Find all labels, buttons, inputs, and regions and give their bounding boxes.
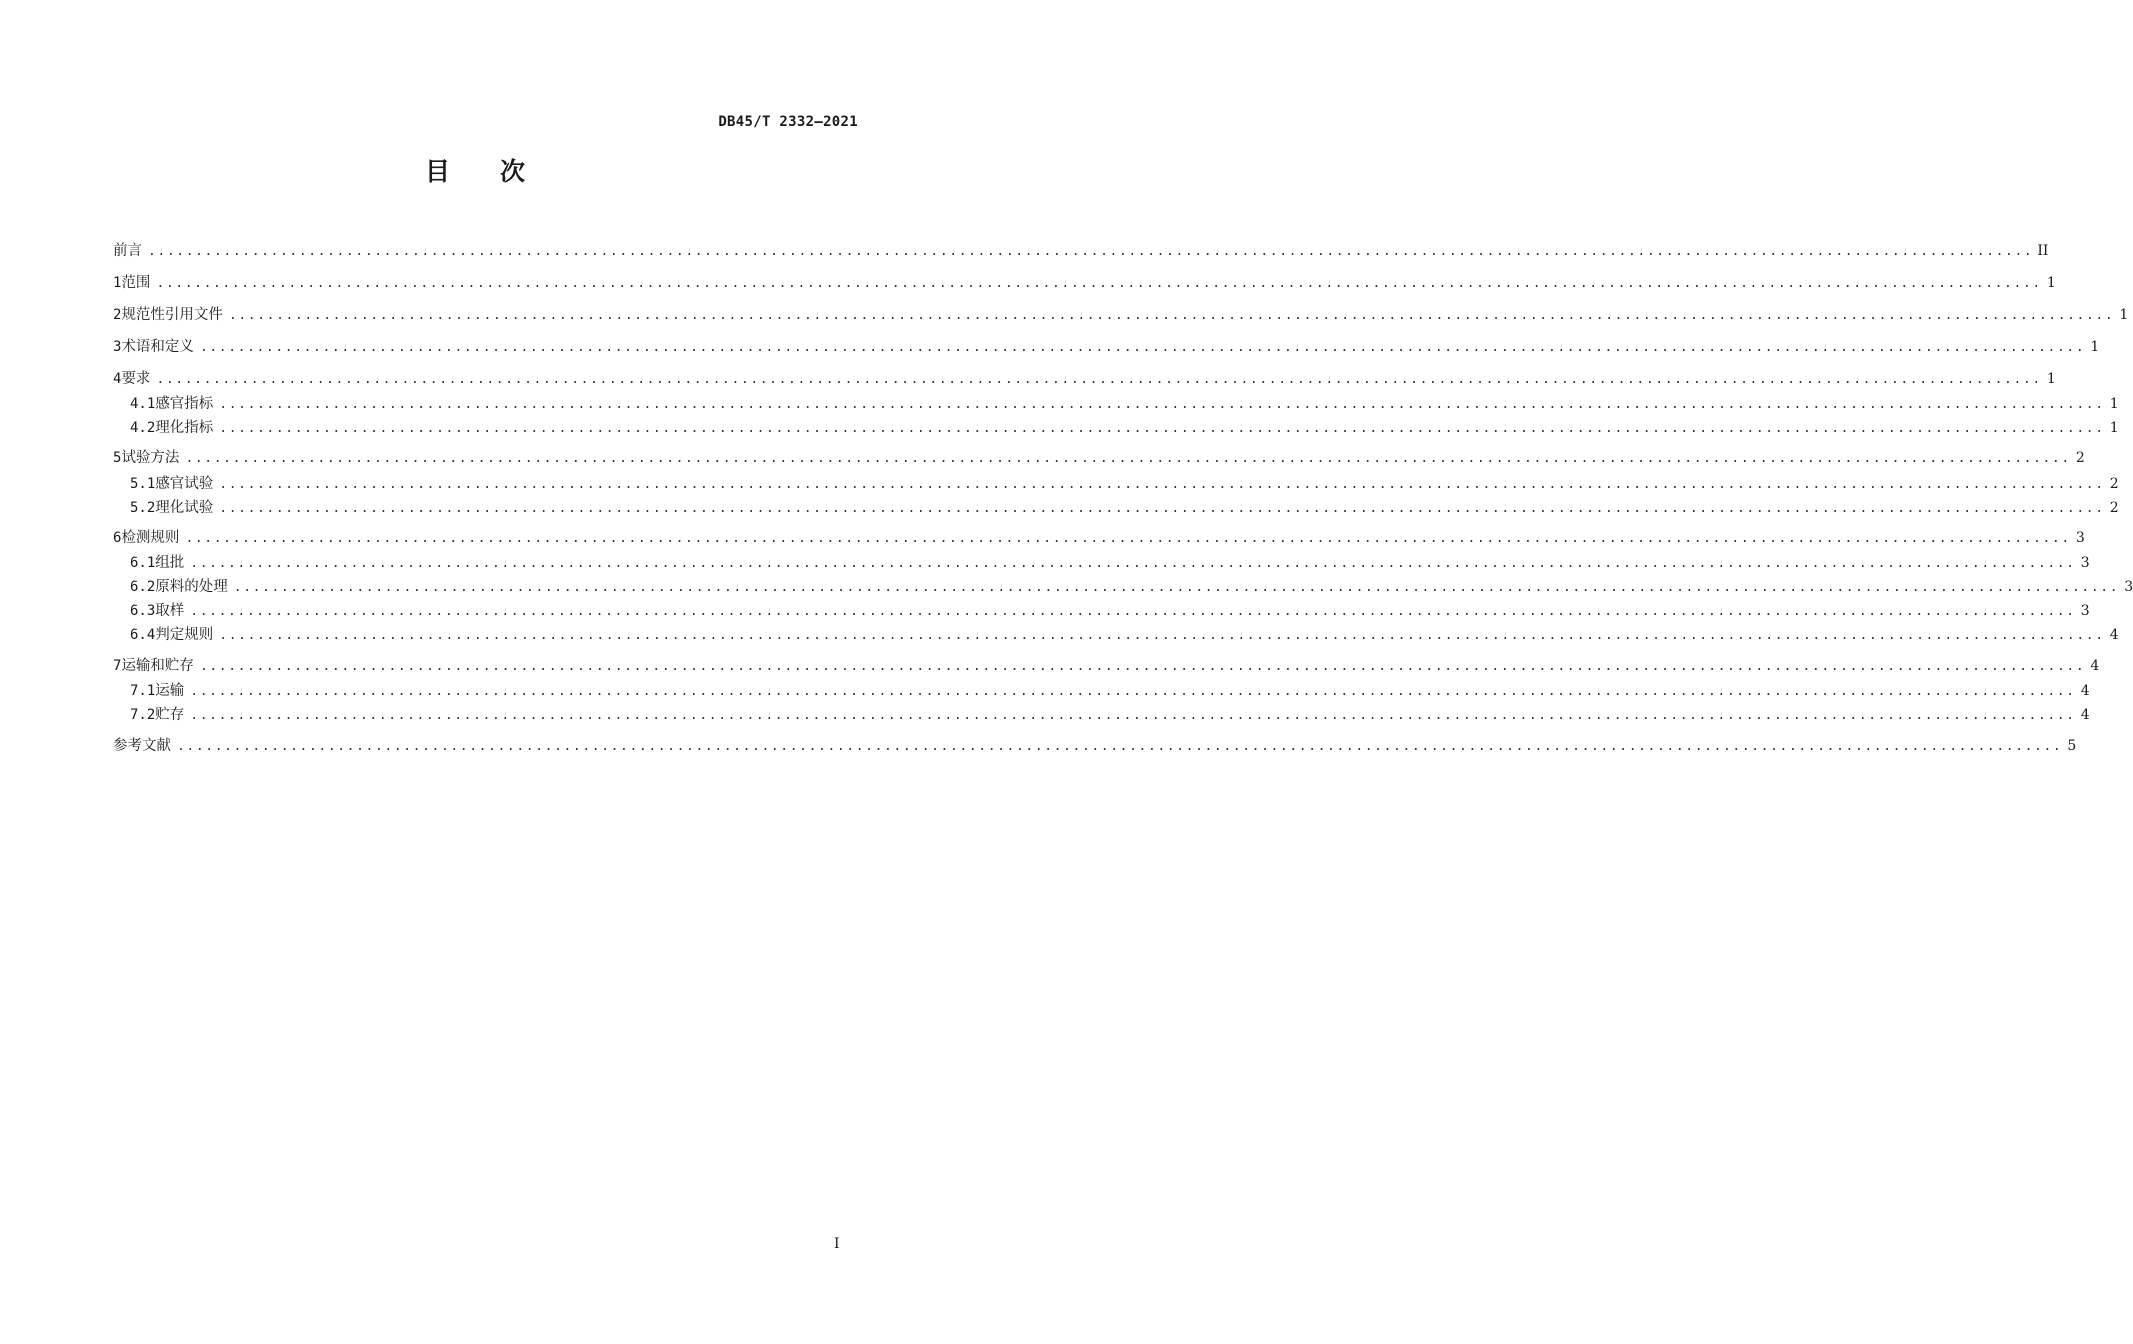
toc-leader-dots: ........................................................................................................................................................................................................: [219, 421, 2105, 436]
toc-entry-page: 1: [2090, 339, 2100, 355]
toc-leader-dots: ........................................................................................................................................................................................................: [199, 659, 2086, 674]
toc-entry-number: 6.2: [130, 579, 156, 595]
toc-entry-5-2[interactable]: [130, 497, 2119, 519]
toc-leader-dots: ........................................................................................................................................................................................................: [148, 244, 2034, 259]
toc-entry-6[interactable]: [113, 527, 2085, 549]
toc-entry-page: 2: [2075, 450, 2085, 466]
toc-entry-label: 贮存: [155, 707, 185, 723]
toc-entry-page: II: [2037, 243, 2049, 259]
toc-entry-label: 检测规则: [121, 530, 180, 546]
toc-entry-page: 3: [2080, 555, 2090, 571]
toc-entry-page: 4: [2090, 658, 2100, 674]
toc-entry-page: 5: [2067, 738, 2077, 754]
toc-entry-label: 感官试验: [155, 476, 214, 492]
toc-entry-7[interactable]: [113, 655, 2100, 677]
page-number: I: [834, 1236, 840, 1252]
toc-entry-number: 5.1: [130, 476, 156, 492]
toc-entry-label: 感官指标: [155, 396, 214, 412]
toc-entry-7-2[interactable]: [130, 704, 2090, 726]
toc-entry-label: 运输和贮存: [121, 658, 194, 674]
toc-entry-label: 试验方法: [121, 450, 180, 466]
toc-leader-dots: ........................................................................................................................................................................................................: [190, 708, 2076, 723]
toc-entry-foreword[interactable]: [113, 240, 2049, 262]
toc-entry-number: 7: [113, 658, 122, 674]
toc-entry-page: 2: [2109, 500, 2119, 516]
toc-entry-number: 7.2: [130, 707, 156, 723]
toc-entry-label: 规范性引用文件: [121, 307, 223, 323]
toc-entry-page: 3: [2080, 603, 2090, 619]
toc-entry-3[interactable]: [113, 336, 2100, 358]
toc-leader-dots: ........................................................................................................................................................................................................: [228, 308, 2115, 323]
toc-entry-5[interactable]: [113, 447, 2085, 469]
toc-entry-page: 3: [2124, 579, 2133, 595]
toc-entry-page: 1: [2046, 371, 2056, 387]
toc-leader-dots: ........................................................................................................................................................................................................: [177, 739, 2063, 754]
toc-leader-dots: ........................................................................................................................................................................................................: [219, 501, 2105, 516]
toc-entry-label: 原料的处理: [155, 579, 228, 595]
toc-entry-label: 参考文献: [113, 738, 171, 754]
toc-entry-page: 3: [2075, 530, 2085, 546]
toc-entry-number: 1: [113, 275, 122, 291]
toc-title-char-1: 目: [424, 157, 450, 186]
toc-entry-number: 7.1: [130, 683, 156, 699]
toc-entry-page: 1: [2119, 307, 2129, 323]
toc-leader-dots: ........................................................................................................................................................................................................: [219, 397, 2105, 412]
toc-entry-label: 理化指标: [155, 420, 214, 436]
toc-entry-number: 6: [113, 530, 122, 546]
toc-entry-number: 6.1: [130, 555, 156, 571]
toc-entry-label: 运输: [155, 683, 185, 699]
toc-entry-1[interactable]: [113, 272, 2056, 294]
toc-entry-page: 1: [2109, 396, 2119, 412]
toc-entry-page: 4: [2080, 707, 2090, 723]
toc-entry-label: 组批: [155, 555, 185, 571]
toc-entry-5-1[interactable]: [130, 473, 2119, 495]
toc-leader-dots: ........................................................................................................................................................................................................: [190, 684, 2076, 699]
toc-entry-page: 1: [2109, 420, 2119, 436]
toc-entry-bibliography[interactable]: [113, 735, 2077, 757]
toc-leader-dots: ........................................................................................................................................................................................................: [233, 580, 2120, 595]
toc-entry-number: 6.3: [130, 603, 156, 619]
toc-entry-2[interactable]: [113, 304, 2129, 326]
toc-entry-6-2[interactable]: [130, 576, 2133, 598]
toc-entry-4-2[interactable]: [130, 417, 2119, 439]
toc-entry-number: 2: [113, 307, 122, 323]
toc-leader-dots: ........................................................................................................................................................................................................: [190, 604, 2076, 619]
toc-entry-number: 5: [113, 450, 122, 466]
toc-entry-label: 要求: [121, 371, 151, 387]
toc-entry-label: 判定规则: [155, 627, 214, 643]
toc-leader-dots: ........................................................................................................................................................................................................: [185, 451, 2071, 466]
toc-entry-7-1[interactable]: [130, 680, 2090, 702]
toc-entry-page: 1: [2046, 275, 2056, 291]
toc-entry-label: 前言: [113, 243, 142, 259]
toc-entry-number: 4.2: [130, 420, 156, 436]
toc-leader-dots: ........................................................................................................................................................................................................: [219, 477, 2105, 492]
toc-entry-page: 2: [2109, 476, 2119, 492]
document-code: DB45/T 2332—2021: [718, 114, 858, 130]
toc-leader-dots: ........................................................................................................................................................................................................: [156, 276, 2042, 291]
toc-title: [0, 152, 950, 188]
toc-entry-6-4[interactable]: [130, 624, 2119, 646]
toc-leader-dots: ........................................................................................................................................................................................................: [185, 531, 2071, 546]
toc-entry-label: 范围: [121, 275, 151, 291]
toc-entry-label: 取样: [155, 603, 185, 619]
toc-leader-dots: ........................................................................................................................................................................................................: [219, 628, 2105, 643]
toc-entry-number: 5.2: [130, 500, 156, 516]
toc-entry-4[interactable]: [113, 368, 2056, 390]
toc-leader-dots: ........................................................................................................................................................................................................: [199, 340, 2086, 355]
toc-entry-number: 6.4: [130, 627, 156, 643]
toc-entry-page: 4: [2080, 683, 2090, 699]
toc-entry-6-1[interactable]: [130, 552, 2090, 574]
toc-entry-number: 3: [113, 339, 122, 355]
toc-entry-6-3[interactable]: [130, 600, 2090, 622]
toc-entry-label: 理化试验: [155, 500, 214, 516]
toc-leader-dots: ........................................................................................................................................................................................................: [190, 556, 2076, 571]
toc-title-char-2: 次: [500, 157, 526, 186]
toc-entry-number: 4: [113, 371, 122, 387]
toc-entry-label: 术语和定义: [121, 339, 194, 355]
toc-entry-page: 4: [2109, 627, 2119, 643]
toc-entry-4-1[interactable]: [130, 393, 2119, 415]
toc-entry-number: 4.1: [130, 396, 156, 412]
toc-leader-dots: ........................................................................................................................................................................................................: [156, 372, 2042, 387]
